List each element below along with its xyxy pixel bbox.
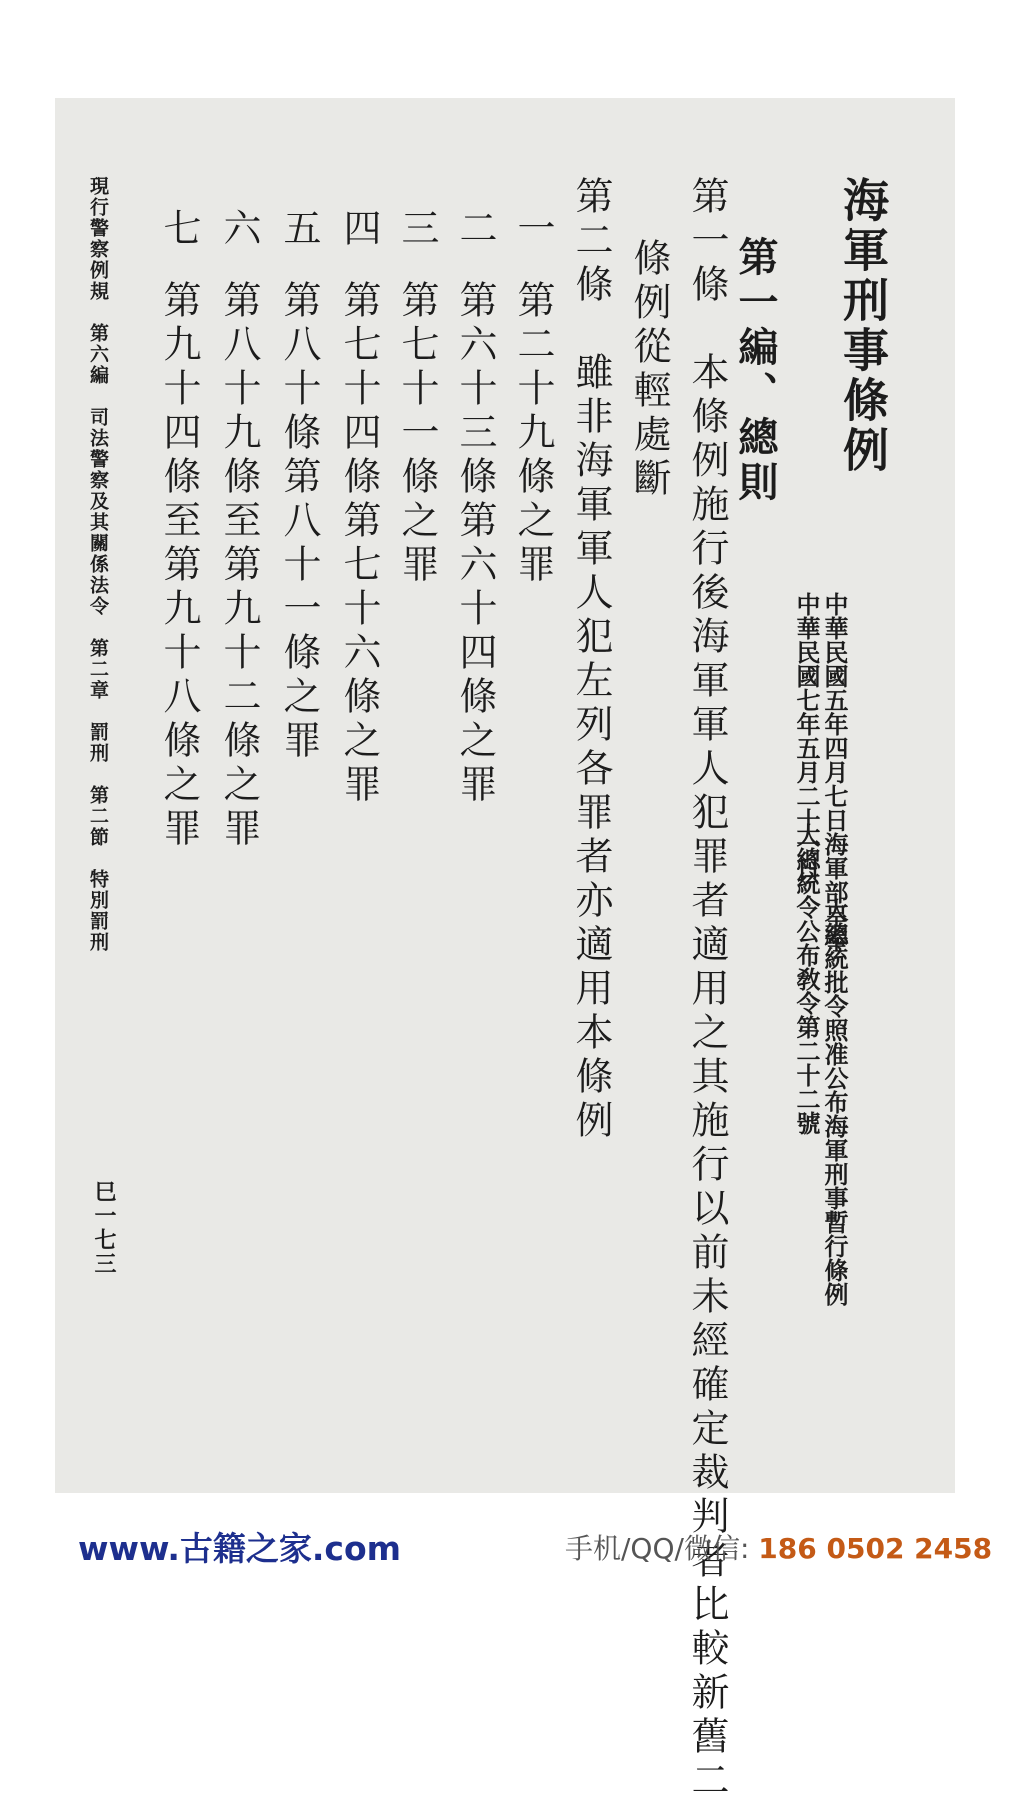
item-text: 第九十四條至第九十八條之罪 bbox=[157, 280, 201, 852]
article-2-label: 第二條 bbox=[569, 176, 613, 308]
item-text: 第八十九條至第九十二條之罪 bbox=[217, 280, 261, 852]
enact-date-2: 中華民國七年五月二十一日 bbox=[792, 592, 821, 880]
item-number: 一 bbox=[511, 208, 555, 252]
enact-note-2: 大總統令公布敎令第二十二號 bbox=[792, 823, 821, 1135]
article-1-label: 第一條 bbox=[685, 176, 729, 308]
item-text: 第八十條第八十一條之罪 bbox=[277, 280, 321, 764]
website-link[interactable]: www.古籍之家.com bbox=[78, 1529, 402, 1568]
enact-date-1: 中華民國五年四月七日海軍部呈奉 bbox=[820, 592, 849, 952]
article-2-text: 雖非海軍軍人犯左列各罪者亦適用本條例 bbox=[569, 352, 613, 1144]
item-text: 第七十四條第七十六條之罪 bbox=[337, 280, 381, 808]
item-text: 第六十三條第六十四條之罪 bbox=[453, 280, 497, 808]
item-text: 第二十九條之罪 bbox=[511, 280, 555, 588]
item-text: 第七十一條之罪 bbox=[395, 280, 439, 588]
article-1-continuation: 條例從輕處斷 bbox=[627, 238, 671, 502]
contact-number: 186 0502 2458 bbox=[758, 1532, 993, 1565]
running-header: 現行警察例規 第六編 司法警察及其關係法令 第二章 罰刑 第二節 特別罰刑 bbox=[87, 176, 109, 953]
item-number: 二 bbox=[453, 208, 497, 252]
item-number: 五 bbox=[277, 208, 321, 252]
contact-label: 手机/QQ/微信: bbox=[565, 1532, 750, 1565]
article-2 bbox=[569, 176, 613, 1144]
article-1-text: 本條例施行後海軍軍人犯罪者適用之其施行以前未經確定裁判者比較新舊二 bbox=[685, 352, 729, 1804]
item-number: 四 bbox=[337, 208, 381, 252]
contact-info bbox=[565, 1527, 992, 1567]
document-title: 海軍刑事條例 bbox=[836, 176, 890, 476]
item-number: 七 bbox=[157, 208, 201, 252]
section-heading: 第一編、總則 bbox=[732, 236, 779, 506]
enact-note-1: 大總統批令照准公布海軍刑事暫行條例 bbox=[820, 898, 849, 1306]
page-number: 巳一七三 bbox=[91, 1180, 117, 1276]
item-number: 六 bbox=[217, 208, 261, 252]
item-number: 三 bbox=[395, 208, 439, 252]
